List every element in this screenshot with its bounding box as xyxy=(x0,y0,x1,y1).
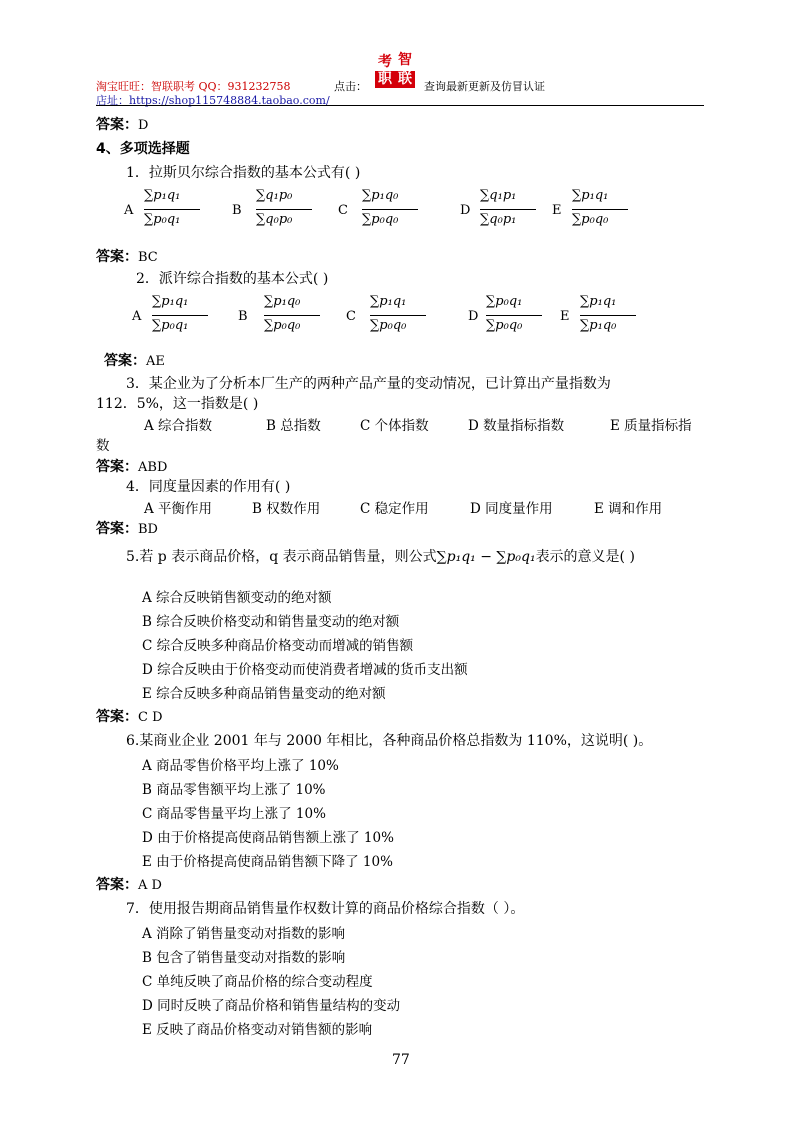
header-divider xyxy=(96,105,704,106)
q2-stem: 2．派许综合指数的基本公式( ) xyxy=(136,271,329,287)
denominator: ∑q₀p₀ xyxy=(256,212,293,227)
answer-label: 答案： xyxy=(96,521,138,537)
header-shop-url[interactable]: 店址：https://shop115748884.taobao.com/ xyxy=(96,94,330,107)
numerator: ∑q₁p₁ xyxy=(480,188,517,203)
q3-option-b: B 总指数 xyxy=(266,418,321,434)
q4-option-a: A 平衡作用 xyxy=(144,501,213,517)
q2-option-c-label: C xyxy=(346,309,356,324)
logo-char-2: 智 xyxy=(398,52,412,68)
numerator: ∑p₁q₁ xyxy=(580,294,617,309)
q7-option-d: D 同时反映了商品价格和销售量结构的变动 xyxy=(142,998,401,1014)
answer-label: 答案： xyxy=(96,877,138,893)
q7-option-e: E 反映了商品价格变动对销售额的影响 xyxy=(142,1022,373,1038)
numerator: ∑p₀q₁ xyxy=(486,294,523,309)
q2-option-d-label: D xyxy=(468,309,479,324)
logo-char-1: 考 xyxy=(378,54,392,70)
q5-formula: ∑p₁q₁ − ∑p₀q₁ xyxy=(436,549,536,565)
q1-option-d-label: D xyxy=(460,203,471,218)
header-verify-link[interactable]: 查询最新更新及仿冒认证 xyxy=(424,80,545,93)
answer-label: 答案： xyxy=(104,353,146,369)
q3-option-d: D 数量指标指数 xyxy=(468,418,565,434)
q5-option-d: D 综合反映由于价格变动而使消费者增减的货币支出额 xyxy=(142,662,468,678)
q6-option-a: A 商品零售价格平均上涨了 10% xyxy=(142,758,339,774)
q7-option-a: A 消除了销售量变动对指数的影响 xyxy=(142,926,346,942)
fraction-bar xyxy=(480,209,536,210)
logo-char-4: 联 xyxy=(395,71,415,88)
answer-value: ABD xyxy=(138,460,168,475)
q4-option-b: B 权数作用 xyxy=(252,501,321,517)
denominator: ∑p₀q₀ xyxy=(362,212,399,227)
numerator: ∑p₁q₁ xyxy=(144,188,181,203)
answer-label: 答案： xyxy=(96,709,138,725)
fraction-bar xyxy=(256,209,312,210)
q1-answer xyxy=(96,246,158,266)
numerator: ∑q₁p₀ xyxy=(256,188,293,203)
q6-option-e: E 由于价格提高使商品销售额下降了 10% xyxy=(142,854,393,870)
q5-answer xyxy=(96,706,163,726)
q3-option-e: E 质量指标指 xyxy=(610,418,692,434)
q6-option-b: B 商品零售额平均上涨了 10% xyxy=(142,782,326,798)
denominator: ∑p₀q₀ xyxy=(572,212,609,227)
q6-answer xyxy=(96,874,162,894)
q1-option-a-label: A xyxy=(124,203,134,218)
q3-option-c: C 个体指数 xyxy=(360,418,429,434)
q5-stem xyxy=(126,546,635,566)
q5-option-a: A 综合反映销售额变动的绝对额 xyxy=(142,590,332,606)
q2-option-b-label: B xyxy=(238,309,248,324)
q3-option-e-wrap: 数 xyxy=(96,438,110,454)
q7-stem: 7．使用报告期商品销售量作权数计算的商品价格综合指数（ ）。 xyxy=(126,901,525,917)
answer-value: BC xyxy=(138,250,158,265)
q1-option-e-label: E xyxy=(552,203,562,218)
q5-stem-post: 表示的意义是( ) xyxy=(535,549,635,565)
denominator: ∑q₀p₁ xyxy=(480,212,517,227)
q2-answer xyxy=(104,350,165,370)
fraction-bar xyxy=(362,209,418,210)
denominator: ∑p₀q₀ xyxy=(264,318,301,333)
q2-option-a-label: A xyxy=(132,309,142,324)
denominator: ∑p₀q₁ xyxy=(152,318,189,333)
fraction-bar xyxy=(486,315,542,316)
answer-label: 答案： xyxy=(96,459,138,475)
fraction-bar xyxy=(572,209,628,210)
denominator: ∑p₀q₀ xyxy=(486,318,523,333)
page-number: 77 xyxy=(392,1052,410,1068)
section-title: 4、多项选择题 xyxy=(96,141,190,157)
numerator: ∑p₁q₁ xyxy=(370,294,407,309)
q3-stem-line1: 3．某企业为了分析本厂生产的两种产品产量的变动情况，已计算出产量指数为 xyxy=(126,376,611,392)
q5-option-c: C 综合反映多种商品价格变动而增减的销售额 xyxy=(142,638,414,654)
answer-value: D xyxy=(138,118,149,133)
fraction-bar xyxy=(152,315,208,316)
brand-logo[interactable] xyxy=(373,52,419,90)
q4-option-e: E 调和作用 xyxy=(594,501,663,517)
q3-answer xyxy=(96,456,167,476)
header-shop-contact: 淘宝旺旺：智联职考 QQ：931232758 xyxy=(96,80,291,93)
denominator: ∑p₀q₁ xyxy=(144,212,181,227)
q1-option-c-label: C xyxy=(338,203,348,218)
q3-option-a: A 综合指数 xyxy=(144,418,213,434)
answer-value: BD xyxy=(138,522,158,537)
fraction-bar xyxy=(580,315,636,316)
q4-answer xyxy=(96,518,158,538)
answer-prev xyxy=(96,114,148,134)
q1-option-b-label: B xyxy=(232,203,242,218)
answer-value: C D xyxy=(138,710,163,725)
header-click-label: 点击： xyxy=(334,80,367,93)
numerator: ∑p₁q₁ xyxy=(152,294,189,309)
fraction-bar xyxy=(144,209,200,210)
q7-option-b: B 包含了销售量变动对指数的影响 xyxy=(142,950,346,966)
fraction-bar xyxy=(264,315,320,316)
q2-option-e-label: E xyxy=(560,309,570,324)
q5-option-e: E 综合反映多种商品销售量变动的绝对额 xyxy=(142,686,386,702)
answer-label: 答案： xyxy=(96,117,138,133)
answer-label: 答案： xyxy=(96,249,138,265)
q6-option-c: C 商品零售量平均上涨了 10% xyxy=(142,806,326,822)
q4-stem: 4．同度量因素的作用有( ) xyxy=(126,479,291,495)
denominator: ∑p₁q₀ xyxy=(580,318,617,333)
q5-stem-pre: 5.若 p 表示商品价格，q 表示商品销售量，则公式 xyxy=(126,549,437,565)
answer-value: A D xyxy=(138,878,162,893)
q7-option-c: C 单纯反映了商品价格的综合变动程度 xyxy=(142,974,373,990)
q6-stem: 6.某商业企业 2001 年与 2000 年相比，各种商品价格总指数为 110%，这说明( )。 xyxy=(126,733,653,749)
q6-option-d: D 由于价格提高使商品销售额上涨了 10% xyxy=(142,830,394,846)
numerator: ∑p₁q₀ xyxy=(264,294,301,309)
answer-value: AE xyxy=(146,354,165,369)
fraction-bar xyxy=(370,315,426,316)
q4-option-d: D 同度量作用 xyxy=(470,501,553,517)
numerator: ∑p₁q₁ xyxy=(572,188,609,203)
q4-option-c: C 稳定作用 xyxy=(360,501,429,517)
q3-stem-line2: 112．5%，这一指数是( ) xyxy=(96,396,259,412)
denominator: ∑p₀q₀ xyxy=(370,318,407,333)
q5-option-b: B 综合反映价格变动和销售量变动的绝对额 xyxy=(142,614,400,630)
numerator: ∑p₁q₀ xyxy=(362,188,399,203)
q1-stem: 1．拉斯贝尔综合指数的基本公式有( ) xyxy=(126,165,361,181)
logo-char-3: 职 xyxy=(375,71,395,88)
